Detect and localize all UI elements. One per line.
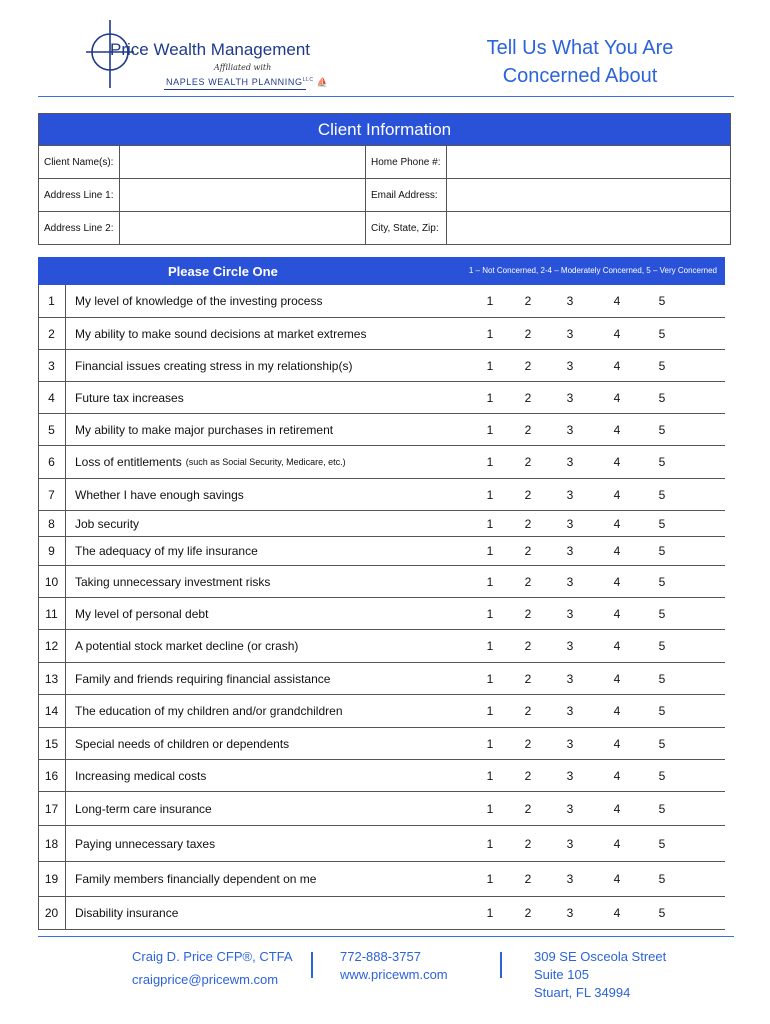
home-phone-label: Home Phone #: xyxy=(366,146,447,179)
rating-option-3[interactable]: 3 xyxy=(566,801,574,816)
top-divider xyxy=(38,96,734,97)
city-state-zip-field[interactable] xyxy=(447,212,731,245)
question-label: My ability to make sound decisions at market extremes xyxy=(75,326,367,341)
question-number: 5 xyxy=(38,414,66,445)
title-line-1: Tell Us What You Are xyxy=(486,37,674,59)
question-row xyxy=(38,760,725,792)
rating-option-3[interactable]: 3 xyxy=(566,455,574,469)
address-line-2-label: Address Line 2: xyxy=(39,212,120,245)
question-label: Job security xyxy=(75,516,140,531)
title-line-2: Concerned About xyxy=(502,65,658,87)
rating-option-5[interactable]: 5 xyxy=(658,358,666,373)
partner-mark: LLC xyxy=(302,77,314,83)
rating-option-5[interactable]: 5 xyxy=(658,801,666,816)
question-text xyxy=(75,318,366,349)
affiliation-text: Affiliated with xyxy=(214,63,272,72)
question-label: Family members financially dependent on me xyxy=(75,872,317,886)
rating-option-1[interactable]: 1 xyxy=(486,544,494,558)
question-number: 10 xyxy=(38,566,66,597)
rating-option-5[interactable]: 5 xyxy=(658,768,666,783)
rating-option-4[interactable]: 4 xyxy=(613,639,621,653)
rating-option-4[interactable]: 4 xyxy=(613,671,621,686)
rating-option-5[interactable]: 5 xyxy=(658,671,666,686)
rating-option-5[interactable]: 5 xyxy=(658,574,666,589)
rating-option-3[interactable]: 3 xyxy=(566,422,574,437)
question-row xyxy=(38,382,725,414)
question-label: A potential stock market decline (or crash) xyxy=(75,639,299,653)
home-phone-field[interactable] xyxy=(447,146,731,179)
rating-option-2[interactable]: 2 xyxy=(524,906,532,920)
rating-option-4[interactable]: 4 xyxy=(613,487,621,502)
question-text xyxy=(75,630,298,662)
footer-separator xyxy=(500,952,502,978)
rating-option-4[interactable]: 4 xyxy=(613,801,621,816)
question-number: 8 xyxy=(38,511,66,536)
rating-option-3[interactable]: 3 xyxy=(566,294,574,308)
footer-divider xyxy=(38,936,734,937)
footer-contact-phone xyxy=(340,948,448,984)
question-label: The education of my children and/or grandchildren xyxy=(75,704,343,718)
rating-option-1[interactable]: 1 xyxy=(486,358,494,373)
rating-option-2[interactable]: 2 xyxy=(524,544,532,558)
rating-option-4[interactable]: 4 xyxy=(613,455,621,469)
question-text xyxy=(75,897,178,929)
client-info-row xyxy=(39,146,731,179)
question-number: 17 xyxy=(38,792,66,825)
rating-option-3[interactable]: 3 xyxy=(566,704,574,718)
rating-option-4[interactable]: 4 xyxy=(613,574,621,589)
rating-option-1[interactable]: 1 xyxy=(486,736,494,751)
question-text xyxy=(75,728,289,759)
rating-option-5[interactable]: 5 xyxy=(658,422,666,437)
rating-option-1[interactable]: 1 xyxy=(486,671,494,686)
question-text xyxy=(75,537,258,565)
question-row xyxy=(38,630,725,663)
question-row xyxy=(38,479,725,511)
rating-option-3[interactable]: 3 xyxy=(566,639,574,653)
rating-option-3[interactable]: 3 xyxy=(566,736,574,751)
question-number: 19 xyxy=(38,862,66,896)
rating-option-1[interactable]: 1 xyxy=(486,422,494,437)
question-number: 9 xyxy=(38,537,66,565)
question-label: Family and friends requiring financial assistance xyxy=(75,671,331,686)
question-text xyxy=(75,598,208,629)
rating-option-2[interactable]: 2 xyxy=(524,801,532,816)
address-line-2: Suite 105 xyxy=(534,967,589,982)
rating-option-3[interactable]: 3 xyxy=(566,358,574,373)
client-name-label: Client Name(s): xyxy=(39,146,120,179)
rating-option-1[interactable]: 1 xyxy=(486,574,494,589)
rating-option-2[interactable]: 2 xyxy=(524,294,532,308)
rating-option-3[interactable]: 3 xyxy=(566,906,574,920)
rating-option-1[interactable]: 1 xyxy=(486,906,494,920)
client-info-table xyxy=(38,113,731,245)
rating-option-2[interactable]: 2 xyxy=(524,326,532,341)
question-text xyxy=(75,566,270,597)
rating-option-1[interactable]: 1 xyxy=(486,390,494,405)
address-line-1-label: Address Line 1: xyxy=(39,179,120,212)
rating-option-5[interactable]: 5 xyxy=(658,390,666,405)
rating-option-1[interactable]: 1 xyxy=(486,455,494,469)
question-label: Increasing medical costs xyxy=(75,768,207,783)
question-number: 4 xyxy=(38,382,66,413)
rating-option-5[interactable]: 5 xyxy=(658,872,666,886)
question-number: 7 xyxy=(38,479,66,510)
rating-option-5[interactable]: 5 xyxy=(658,487,666,502)
rating-option-5[interactable]: 5 xyxy=(658,704,666,718)
question-text xyxy=(75,285,322,317)
question-label: Disability insurance xyxy=(75,906,179,920)
question-note: (such as Social Security, Medicare, etc.) xyxy=(185,457,346,467)
rating-option-4[interactable]: 4 xyxy=(613,872,621,886)
rating-option-2[interactable]: 2 xyxy=(524,455,532,469)
rating-option-4[interactable]: 4 xyxy=(613,768,621,783)
rating-option-3[interactable]: 3 xyxy=(566,516,574,531)
advisor-email[interactable]: craigprice@pricewm.com xyxy=(132,972,279,987)
question-row xyxy=(38,285,725,318)
rating-option-4[interactable]: 4 xyxy=(613,906,621,920)
rating-option-2[interactable]: 2 xyxy=(524,671,532,686)
rating-option-2[interactable]: 2 xyxy=(524,358,532,373)
rating-option-5[interactable]: 5 xyxy=(658,606,666,621)
question-row xyxy=(38,446,725,479)
rating-option-1[interactable]: 1 xyxy=(486,872,494,886)
rating-option-3[interactable]: 3 xyxy=(566,872,574,886)
rating-option-2[interactable]: 2 xyxy=(524,836,532,851)
email-address-label: Email Address: xyxy=(366,179,447,212)
question-number: 11 xyxy=(38,598,66,629)
rating-option-3[interactable]: 3 xyxy=(566,487,574,502)
question-label: Loss of entitlements xyxy=(75,455,182,469)
question-row xyxy=(38,350,725,382)
question-label: Paying unnecessary taxes xyxy=(75,836,216,851)
question-number: 1 xyxy=(38,285,66,317)
question-number: 15 xyxy=(38,728,66,759)
rating-option-4[interactable]: 4 xyxy=(613,836,621,851)
question-label: Taking unnecessary investment risks xyxy=(75,574,271,589)
rating-option-5[interactable]: 5 xyxy=(658,906,666,920)
question-text xyxy=(75,350,352,381)
question-text xyxy=(75,663,330,694)
question-label: Financial issues creating stress in my relationship(s) xyxy=(75,358,353,373)
question-label: My level of personal debt xyxy=(75,606,209,621)
question-row xyxy=(38,695,725,728)
rating-option-3[interactable]: 3 xyxy=(566,326,574,341)
advisor-name: Craig D. Price CFP®, CTFA xyxy=(132,949,293,964)
rating-option-1[interactable]: 1 xyxy=(486,768,494,783)
rating-option-1[interactable]: 1 xyxy=(486,639,494,653)
question-row xyxy=(38,728,725,760)
question-label: Long-term care insurance xyxy=(75,801,212,816)
scale-legend: 1 – Not Concerned, 2-4 – Moderately Concerned, 5 – Very Concerned xyxy=(468,266,717,275)
question-label: Whether I have enough savings xyxy=(75,487,244,502)
question-text xyxy=(75,826,215,861)
company-logo xyxy=(84,18,344,94)
website-link[interactable]: www.pricewm.com xyxy=(340,967,448,982)
rating-option-5[interactable]: 5 xyxy=(658,544,666,558)
rating-option-2[interactable]: 2 xyxy=(524,422,532,437)
rating-option-2[interactable]: 2 xyxy=(524,872,532,886)
rating-option-4[interactable]: 4 xyxy=(613,606,621,621)
rating-option-5[interactable]: 5 xyxy=(658,516,666,531)
rating-option-3[interactable]: 3 xyxy=(566,544,574,558)
rating-option-4[interactable]: 4 xyxy=(613,294,621,308)
question-row xyxy=(38,566,725,598)
client-info-row xyxy=(39,212,731,245)
address-line-3: Stuart, FL 34994 xyxy=(534,985,631,1000)
rating-option-1[interactable]: 1 xyxy=(486,487,494,502)
client-name-field[interactable] xyxy=(120,146,366,179)
rating-option-2[interactable]: 2 xyxy=(524,516,532,531)
question-text xyxy=(75,792,212,825)
email-address-field[interactable] xyxy=(447,179,731,212)
question-row xyxy=(38,792,725,826)
brand-name: Price Wealth Management xyxy=(110,40,311,59)
rating-option-3[interactable]: 3 xyxy=(566,574,574,589)
question-text xyxy=(75,414,333,445)
question-row xyxy=(38,414,725,446)
rating-option-3[interactable]: 3 xyxy=(566,836,574,851)
rating-option-2[interactable]: 2 xyxy=(524,574,532,589)
rating-option-2[interactable]: 2 xyxy=(524,704,532,718)
rating-option-5[interactable]: 5 xyxy=(658,836,666,851)
rating-option-1[interactable]: 1 xyxy=(486,326,494,341)
phone-number: 772-888-3757 xyxy=(340,949,421,964)
question-number: 3 xyxy=(38,350,66,381)
rating-option-2[interactable]: 2 xyxy=(524,606,532,621)
rating-option-5[interactable]: 5 xyxy=(658,455,666,469)
question-number: 2 xyxy=(38,318,66,349)
rating-option-3[interactable]: 3 xyxy=(566,768,574,783)
footer-address xyxy=(534,948,666,1002)
question-row xyxy=(38,598,725,630)
rating-option-1[interactable]: 1 xyxy=(486,516,494,531)
question-text xyxy=(75,479,244,510)
circle-one-label: Please Circle One xyxy=(168,264,278,279)
address-line-2-field[interactable] xyxy=(120,212,366,245)
question-number: 13 xyxy=(38,663,66,694)
page-title xyxy=(460,34,700,90)
logo-rule xyxy=(164,89,306,90)
client-info-header: Client Information xyxy=(39,114,731,146)
rating-option-1[interactable]: 1 xyxy=(486,801,494,816)
rating-option-3[interactable]: 3 xyxy=(566,671,574,686)
rating-option-1[interactable]: 1 xyxy=(486,606,494,621)
rating-option-2[interactable]: 2 xyxy=(524,487,532,502)
question-text xyxy=(75,862,316,896)
address-line-1-field[interactable] xyxy=(120,179,366,212)
rating-option-1[interactable]: 1 xyxy=(486,836,494,851)
question-row xyxy=(38,826,725,862)
question-text xyxy=(75,760,206,791)
question-row xyxy=(38,862,725,897)
rating-option-4[interactable]: 4 xyxy=(613,390,621,405)
question-text xyxy=(75,695,343,727)
rating-option-5[interactable]: 5 xyxy=(658,294,666,308)
rating-option-4[interactable]: 4 xyxy=(613,516,621,531)
question-row xyxy=(38,663,725,695)
rating-option-4[interactable]: 4 xyxy=(613,736,621,751)
rating-option-4[interactable]: 4 xyxy=(613,544,621,558)
rating-option-4[interactable]: 4 xyxy=(613,326,621,341)
question-label: My ability to make major purchases in retirement xyxy=(75,422,334,437)
rating-option-1[interactable]: 1 xyxy=(486,294,494,308)
rating-option-4[interactable]: 4 xyxy=(613,422,621,437)
rating-option-5[interactable]: 5 xyxy=(658,736,666,751)
footer-separator xyxy=(311,952,313,978)
question-label: The adequacy of my life insurance xyxy=(75,544,258,558)
partner-name xyxy=(166,77,328,88)
rating-option-3[interactable]: 3 xyxy=(566,606,574,621)
question-label: My level of knowledge of the investing process xyxy=(75,294,323,308)
client-info-row xyxy=(39,179,731,212)
question-row xyxy=(38,318,725,350)
footer-contact-name xyxy=(132,948,293,989)
question-number: 16 xyxy=(38,760,66,791)
question-text xyxy=(75,446,346,478)
question-label: Special needs of children or dependents xyxy=(75,736,290,751)
question-number: 20 xyxy=(38,897,66,929)
question-label: Future tax increases xyxy=(75,390,184,405)
rating-option-1[interactable]: 1 xyxy=(486,704,494,718)
rating-option-4[interactable]: 4 xyxy=(613,704,621,718)
question-number: 6 xyxy=(38,446,66,478)
sailboat-icon: ⛵ xyxy=(316,77,329,87)
question-number: 12 xyxy=(38,630,66,662)
question-row xyxy=(38,511,725,537)
rating-option-4[interactable]: 4 xyxy=(613,358,621,373)
rating-option-2[interactable]: 2 xyxy=(524,768,532,783)
partner-name-text: NAPLES WEALTH PLANNING xyxy=(166,77,303,87)
address-line-1: 309 SE Osceola Street xyxy=(534,949,667,964)
question-text xyxy=(75,511,139,536)
question-number: 18 xyxy=(38,826,66,861)
question-row xyxy=(38,897,725,930)
question-text xyxy=(75,382,184,413)
rating-option-2[interactable]: 2 xyxy=(524,390,532,405)
rating-option-2[interactable]: 2 xyxy=(524,736,532,751)
rating-option-5[interactable]: 5 xyxy=(658,326,666,341)
question-number: 14 xyxy=(38,695,66,727)
questions-header xyxy=(38,257,725,285)
rating-option-3[interactable]: 3 xyxy=(566,390,574,405)
rating-option-5[interactable]: 5 xyxy=(658,639,666,653)
city-state-zip-label: City, State, Zip: xyxy=(366,212,447,245)
question-row xyxy=(38,537,725,566)
rating-option-2[interactable]: 2 xyxy=(524,639,532,653)
